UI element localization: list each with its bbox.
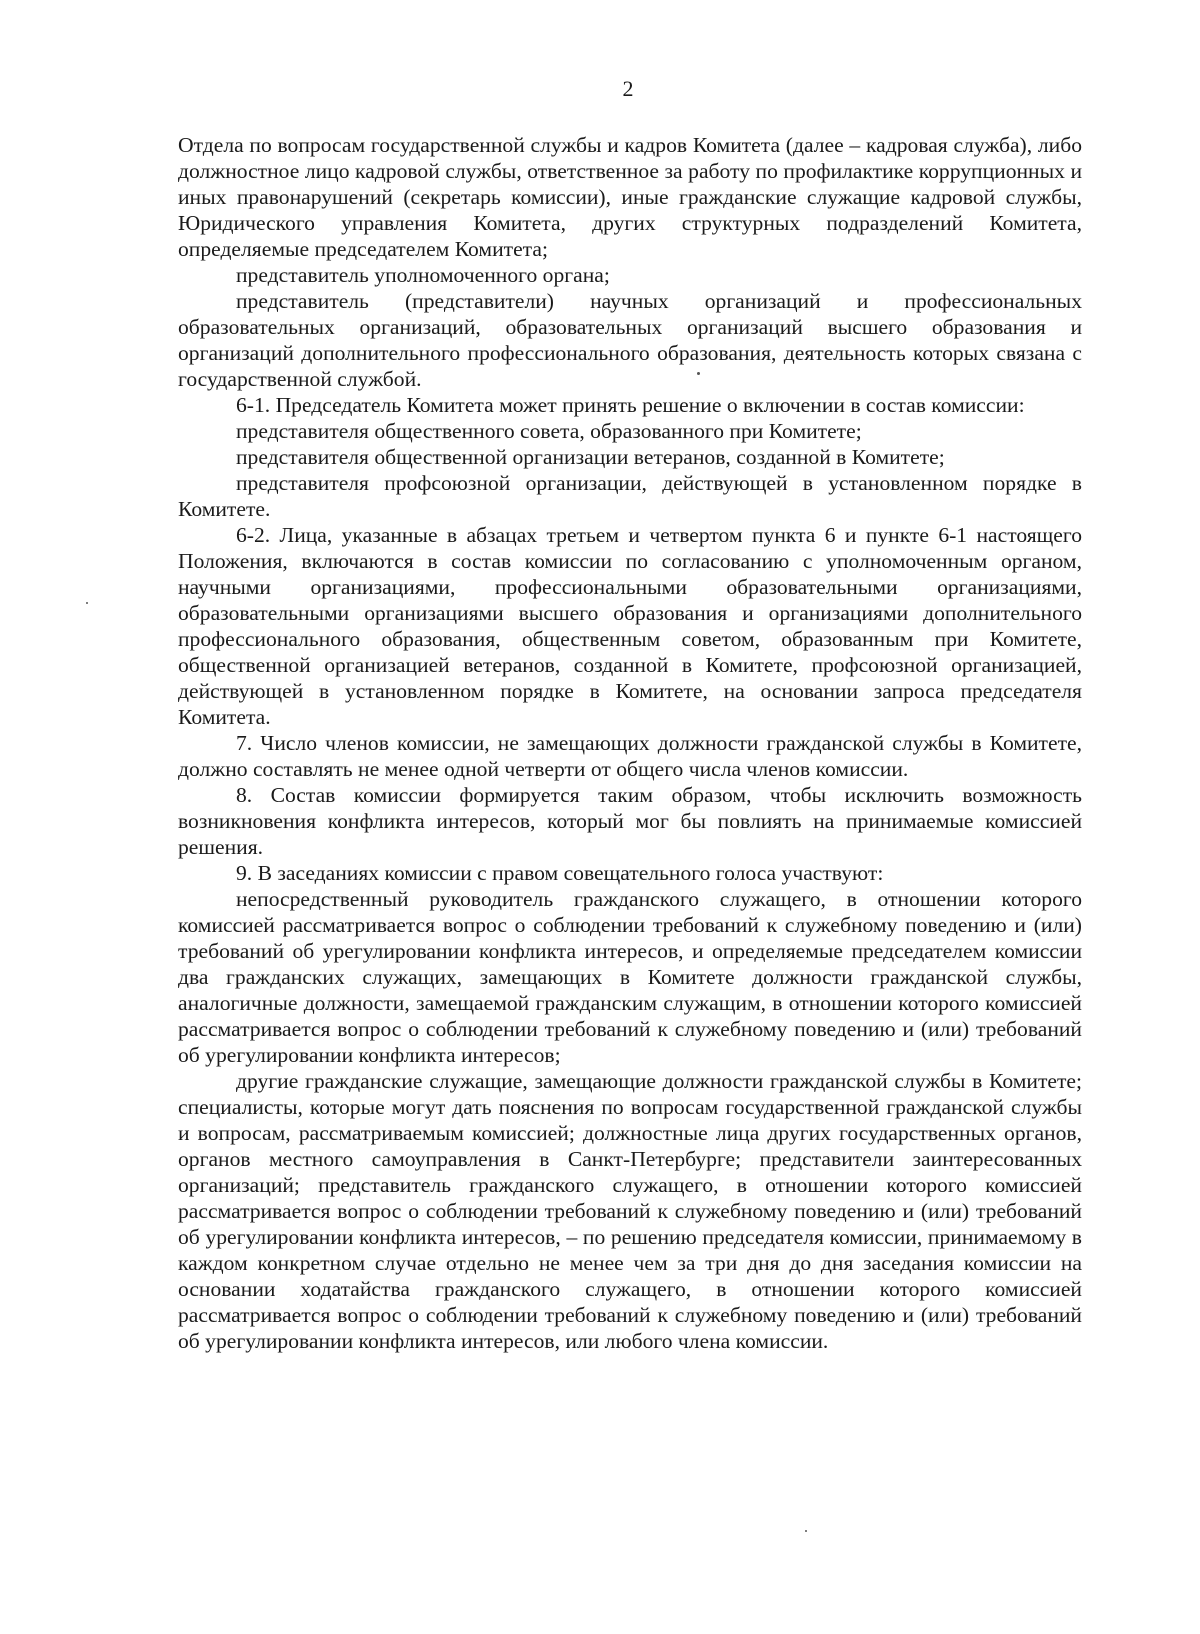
document-body bbox=[178, 132, 1082, 1354]
paragraph-8: 8. Состав комиссии формируется таким образом, чтобы исключить возможность возникновения конфликта интересов, который мог бы повлиять на принимаемые комиссией решения. bbox=[178, 783, 1082, 859]
paragraph-direct-supervisor: непосредственный руководитель гражданского служащего, в отношении которого комиссией рассматривается вопрос о соблюдении требований к служебному поведению и (или) требований об урегулировании конфликта интересов, и определяемые председателем комиссии два гражданских служащих, замещающих в Комитете должности гражданской службы, аналогичные должности, замещаемой гражданским служащим, в отношении которого комиссией рассматривается вопрос о соблюдении требований к служебному поведению и (или) требований об урегулировании конфликта интересов; bbox=[178, 887, 1082, 1067]
scan-speck bbox=[86, 602, 88, 604]
paragraph-6-1: 6-1. Председатель Комитета может принять решение о включении в состав комиссии: bbox=[236, 393, 1025, 417]
paragraph-6-2: 6-2. Лица, указанные в абзацах третьем и четвертом пункта 6 и пункте 6-1 настоящего Положения, включаются в состав комиссии по согласованию с уполномоченным органом, научными организациями, профессиональными образовательными организациями, образовательными организациями высшего образования и организациями дополнительного профессионального образования, общественным советом, образованным при Комитете, общественной организацией ветеранов, созданной в Комитете, профсоюзной организацией, действующей в установленном порядке в Комитете, на основании запроса председателя Комитета. bbox=[178, 523, 1082, 729]
paragraph-scientific-orgs: представитель (представители) научных организаций и профессиональных образовательных организаций, образовательных организаций высшего образования и организаций дополнительного профессионального образования, деятельность которых связана с государственной службой. bbox=[178, 289, 1082, 391]
paragraph-public-council: представителя общественного совета, образованного при Комитете; bbox=[236, 419, 862, 443]
paragraph-cadre-service: Отдела по вопросам государственной службы и кадров Комитета (далее – кадровая служба), либо должностное лицо кадровой службы, ответственное за работу по профилактике коррупционных и иных правонарушений (секретарь комиссии), иные гражданские служащие кадровой службы, Юридического управления Комитета, других структурных подразделений Комитета, определяемые председателем Комитета; bbox=[178, 133, 1082, 261]
paragraph-9: 9. В заседаниях комиссии с правом совещательного голоса участвуют: bbox=[236, 861, 884, 885]
scan-speck bbox=[805, 1530, 807, 1532]
paragraph-veterans: представителя общественной организации ветеранов, созданной в Комитете; bbox=[236, 445, 945, 469]
paragraph-7: 7. Число членов комиссии, не замещающих должности гражданской службы в Комитете, должно составлять не менее одной четверти от общего числа членов комиссии. bbox=[178, 731, 1082, 781]
page-number: 2 bbox=[622, 76, 634, 101]
paragraph-authorized-body: представитель уполномоченного органа; bbox=[236, 263, 610, 287]
paragraph-trade-union: представителя профсоюзной организации, действующей в установленном порядке в Комитете. bbox=[178, 471, 1082, 521]
paragraph-other-participants: другие гражданские служащие, замещающие должности гражданской службы в Комитете; специалисты, которые могут дать пояснения по вопросам государственной гражданской службы и вопросам, рассматриваемым комиссией; должностные лица других государственных органов, органов местного самоуправления в Санкт-Петербурге; представители заинтересованных организаций; представитель гражданского служащего, в отношении которого комиссией рассматривается вопрос о соблюдении требований к служебному поведению и (или) требований об урегулировании конфликта интересов, – по решению председателя комиссии, принимаемому в каждом конкретном случае отдельно не менее чем за три дня до дня заседания комиссии на основании ходатайства гражданского служащего, в отношении которого комиссией рассматривается вопрос о соблюдении требований к служебному поведению и (или) требований об урегулировании конфликта интересов, или любого члена комиссии. bbox=[178, 1069, 1082, 1353]
scan-speck bbox=[697, 372, 700, 375]
